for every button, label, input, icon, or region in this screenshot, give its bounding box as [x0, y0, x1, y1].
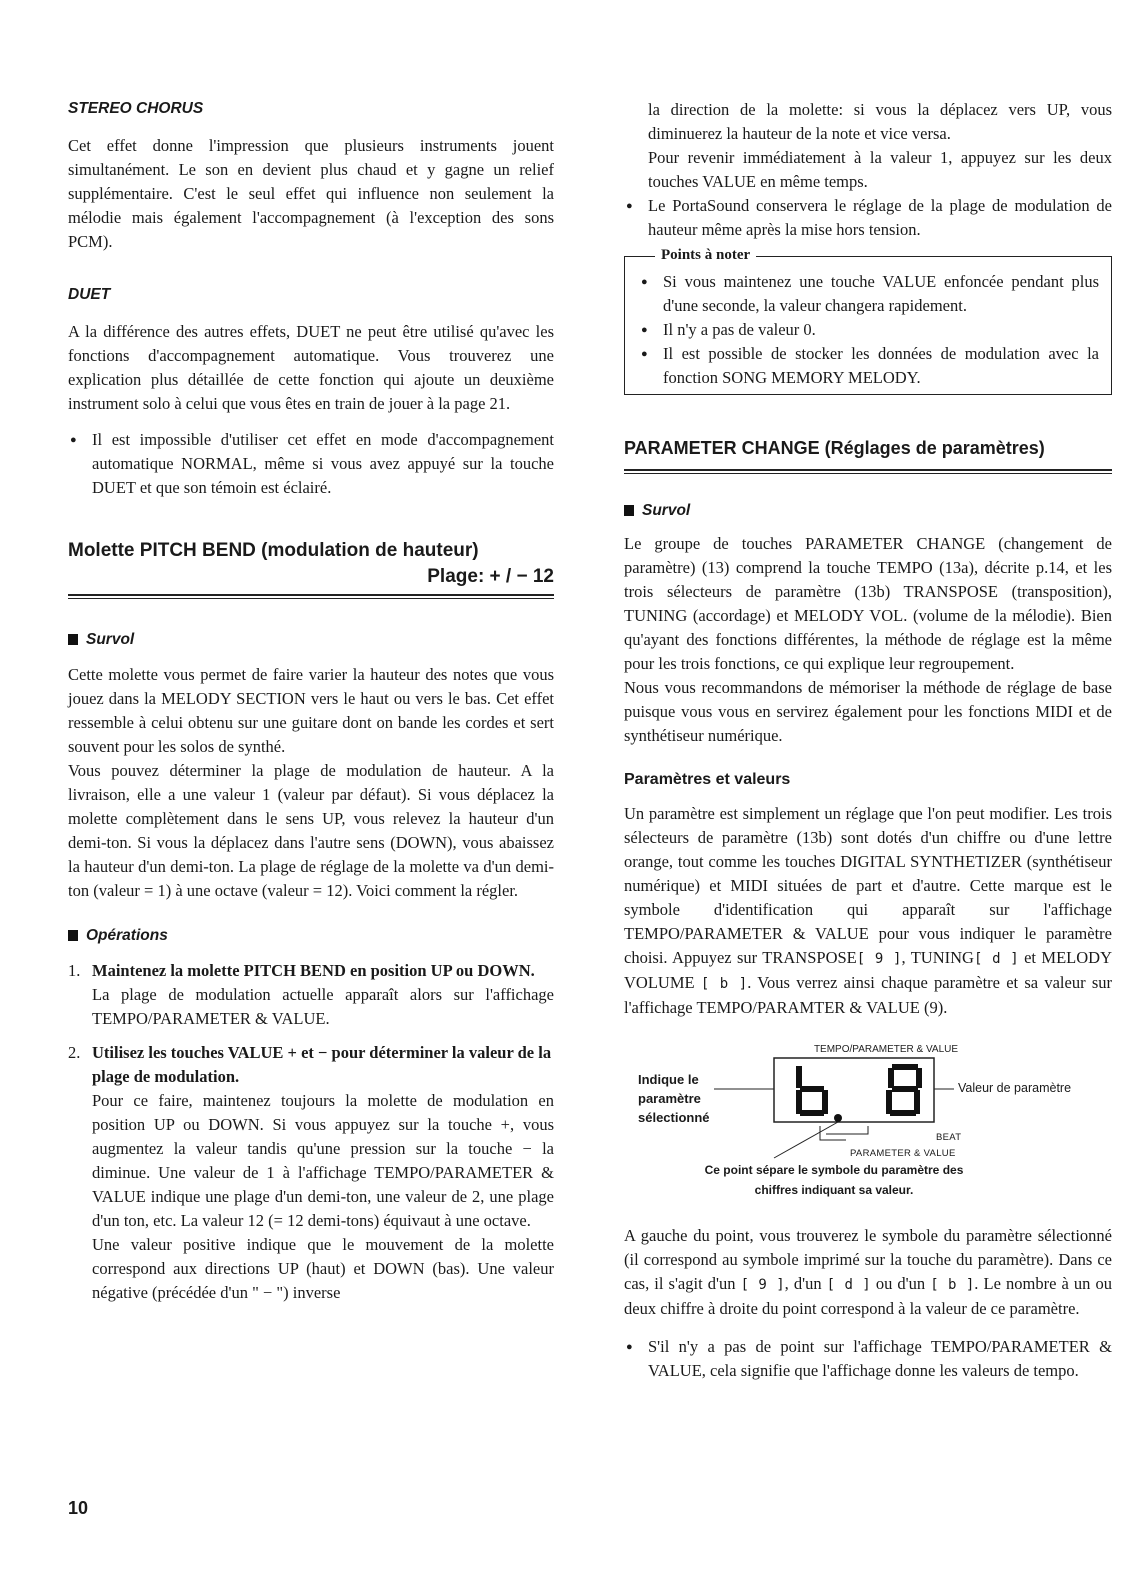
pitch-bend-range: Plage: + / − 12	[427, 566, 554, 587]
continued-bullet: ● Le PortaSound conservera le réglage de la plage de modulation de hauteur même après la mise hors tension.	[624, 194, 1112, 242]
final-bullet: ● S'il n'y a pas de point sur l'affichage TEMPO/PARAMETER & VALUE, cela signifie que l'affichage donne les valeurs de tempo.	[624, 1335, 1112, 1383]
lcd-digit-8	[886, 1064, 922, 1116]
continued-bullets	[624, 194, 1112, 242]
lcd-digit-b	[796, 1066, 842, 1122]
duet-heading: DUET	[68, 286, 111, 303]
step-number: 2.	[68, 1043, 81, 1062]
after-diagram-text: A gauche du point, vous trouverez le symbole du paramètre sélectionné (il correspond au symbole imprimé sur la touche du paramètre). Dans ce cas, il s'agit d'un [ 9 ], d'un [ d ] ou d'un [ b ]. Le nombre à un ou deux chiffre à droite du point correspond à la valeur de ce paramètre.	[624, 1226, 1112, 1318]
right-column	[624, 98, 1112, 1383]
diagram-beat-label: BEAT	[936, 1132, 962, 1143]
section-divider	[624, 469, 1112, 474]
left-column	[68, 98, 554, 1305]
symbol-b: [ b ]	[930, 1277, 975, 1293]
stereo-chorus-text: Cet effet donne l'impression que plusieurs instruments jouent simultanément. Le son en devient plus chaud et y gagne un relief supplémentaire. C'est le seul effet qui influence non seulement la mélodie mais également l'accompagnement (à l'exception des sons PCM).	[68, 136, 554, 251]
step-title: Maintenez la molette PITCH BEND en position UP ou DOWN.	[92, 961, 535, 980]
step-text: Une valeur positive indique que le mouvement de la molette correspond aux directions UP (haut) et DOWN (bas). Une valeur négative (précédée d'un " − ") inverse	[92, 1235, 554, 1302]
notes-box	[624, 247, 1112, 395]
square-bullet-icon	[68, 930, 78, 941]
note-item: ● Si vous maintenez une touche VALUE enfoncée pendant plus d'une seconde, la valeur changera rapidement.	[639, 270, 1099, 318]
square-bullet-icon	[624, 505, 634, 516]
note-item: ● Il n'y a pas de valeur 0.	[639, 318, 1099, 342]
params-values-heading: Paramètres et valeurs	[624, 771, 791, 788]
duet-text: A la différence des autres effets, DUET ne peut être utilisé qu'avec les fonctions d'accompagnement automatique. Vous trouverez une explication plus détaillée de cette fonction qui ajoute un deuxième instrument solo à celui que vous êtes en train de jouer à la page 21.	[68, 322, 554, 413]
notes-title: Points à noter	[655, 244, 756, 266]
params-values-text: Un paramètre est simplement un réglage que l'on peut modifier. Les trois sélecteurs de paramètre (13b) sont dotés d'un chiffre ou d'une lettre orange, tout comme les touches DIGITAL SYNTHETIZER (synthétiseur numérique) et MIDI situées de part et d'autre. Cette marque est le symbole d'identification qui apparaît sur l'affichage TEMPO/PARAMETER & VALUE pour vous indiquer le paramètre choisi. Appuyez sur TRANSPOSE[ 9 ], TUNING[ d ] et MELODY VOLUME [ b ]. Vous verrez ainsi chaque paramètre et sa valeur sur l'affichage TEMPO/PARAMTER & VALUE (9).	[624, 804, 1112, 1017]
parameter-change-title: PARAMETER CHANGE (Réglages de paramètres)	[624, 438, 1045, 458]
duet-bullet: ● Il est impossible d'utiliser cet effet en mode d'accompagnement automatique NORMAL, même si vous avez appuyé sur la touche DUET et que son témoin est éclairé.	[68, 428, 554, 500]
survol-heading: Survol	[624, 500, 1112, 522]
diagram-left-label: Indique le paramètre sélectionné	[638, 1072, 710, 1125]
display-diagram	[624, 1038, 1112, 1220]
diagram-right-label: Valeur de paramètre	[958, 1081, 1072, 1095]
pitch-survol-p1: Cette molette vous permet de faire varier la hauteur des notes que vous jouez dans la MELODY SECTION vers le haut ou vers le bas. Cet effet ressemble à celui obtenu sur une guitare dont on bande les cordes et sert souvent pour les solos de synthé.	[68, 665, 554, 756]
pitch-survol-p2: Vous pouvez déterminer la plage de modulation de hauteur. A la livraison, elle a une valeur 1 (valeur par défaut). Si vous déplacez la molette complètement dans le sens UP, vous relevez la hauteur d'un demi-ton. Si vous la déplacez dans l'autre sens (DOWN), vous abaissez la hauteur d'un demi-ton. La plage de réglage de la molette va d'un demi-ton (valeur = 1) à une octave (valeur = 12). Voici comment la régler.	[68, 761, 554, 900]
pitch-bend-title: Molette PITCH BEND (modulation de hauteur)	[68, 540, 479, 561]
symbol-b: [ b ]	[700, 976, 748, 992]
survol-heading: Survol	[68, 629, 554, 651]
final-bullets	[624, 1335, 1112, 1383]
notes-list	[639, 270, 1099, 390]
diagram-top-label: TEMPO/PARAMETER & VALUE	[813, 1044, 959, 1055]
operations-steps	[68, 959, 554, 1305]
step-text: La plage de modulation actuelle apparaît alors sur l'affichage TEMPO/PARAMETER & VALUE.	[92, 985, 554, 1028]
param-survol-p2: Nous vous recommandons de mémoriser la méthode de réglage de base puisque vous vous en servirez également pour les fonctions MIDI et de synthétiseur numérique.	[624, 678, 1112, 745]
continued-text: Pour revenir immédiatement à la valeur 1, appuyez sur les deux touches VALUE en même temps.	[648, 148, 1112, 191]
page-number: 10	[68, 1498, 89, 1518]
symbol-d: [ d ]	[826, 1277, 871, 1293]
step-text: Pour ce faire, maintenez toujours la molette de modulation en position UP ou DOWN. Si vous appuyez sur la touche +, vous augmentez la valeur tandis qu'une pression sur la touche − la diminue. Une valeur de 1 à l'affichage TEMPO/PARAMETER & VALUE indique une plage d'un demi-ton, une valeur de 2, une plage d'un ton, etc. La valeur 12 (= 12 demi-tons) équivaut à une octave.	[92, 1091, 554, 1230]
section-divider	[68, 594, 554, 599]
note-item: ● Il est possible de stocker les données de modulation avec la fonction SONG MEMORY MELODY.	[639, 342, 1099, 390]
symbol-d: [ d ]	[973, 951, 1019, 967]
continued-text: la direction de la molette: si vous la déplacez vers UP, vous diminuerez la hauteur de la note et vice versa.	[648, 100, 1112, 143]
symbol-9: [ 9 ]	[740, 1277, 785, 1293]
diagram-caption: Ce point sépare le symbole du paramètre des chiffres indiquant sa valeur.	[704, 1163, 964, 1197]
step-1	[68, 959, 554, 1031]
duet-bullets	[68, 428, 554, 500]
stereo-chorus-heading: STEREO CHORUS	[68, 100, 204, 117]
symbol-9: [ 9 ]	[856, 951, 902, 967]
step-number: 1.	[68, 961, 81, 980]
operations-heading: Opérations	[68, 925, 554, 947]
step-title: Utilisez les touches VALUE + et − pour déterminer la valeur de la plage de modulation.	[92, 1043, 552, 1086]
diagram-bottom-label: PARAMETER & VALUE	[850, 1148, 956, 1159]
step-2	[68, 1041, 554, 1305]
square-bullet-icon	[68, 634, 78, 645]
param-survol-p1: Le groupe de touches PARAMETER CHANGE (changement de paramètre) (13) comprend la touche TEMPO (13a), décrite p.14, et les trois sélecteurs de paramètre (13b) TRANSPOSE (transposition), TUNING (accordage) et MELODY VOL. (volume de la mélodie). Bien qu'ayant des fonctions différentes, la méthode de réglage est la même pour les trois fonctions, ce qui explique leur regroupement.	[624, 534, 1112, 673]
